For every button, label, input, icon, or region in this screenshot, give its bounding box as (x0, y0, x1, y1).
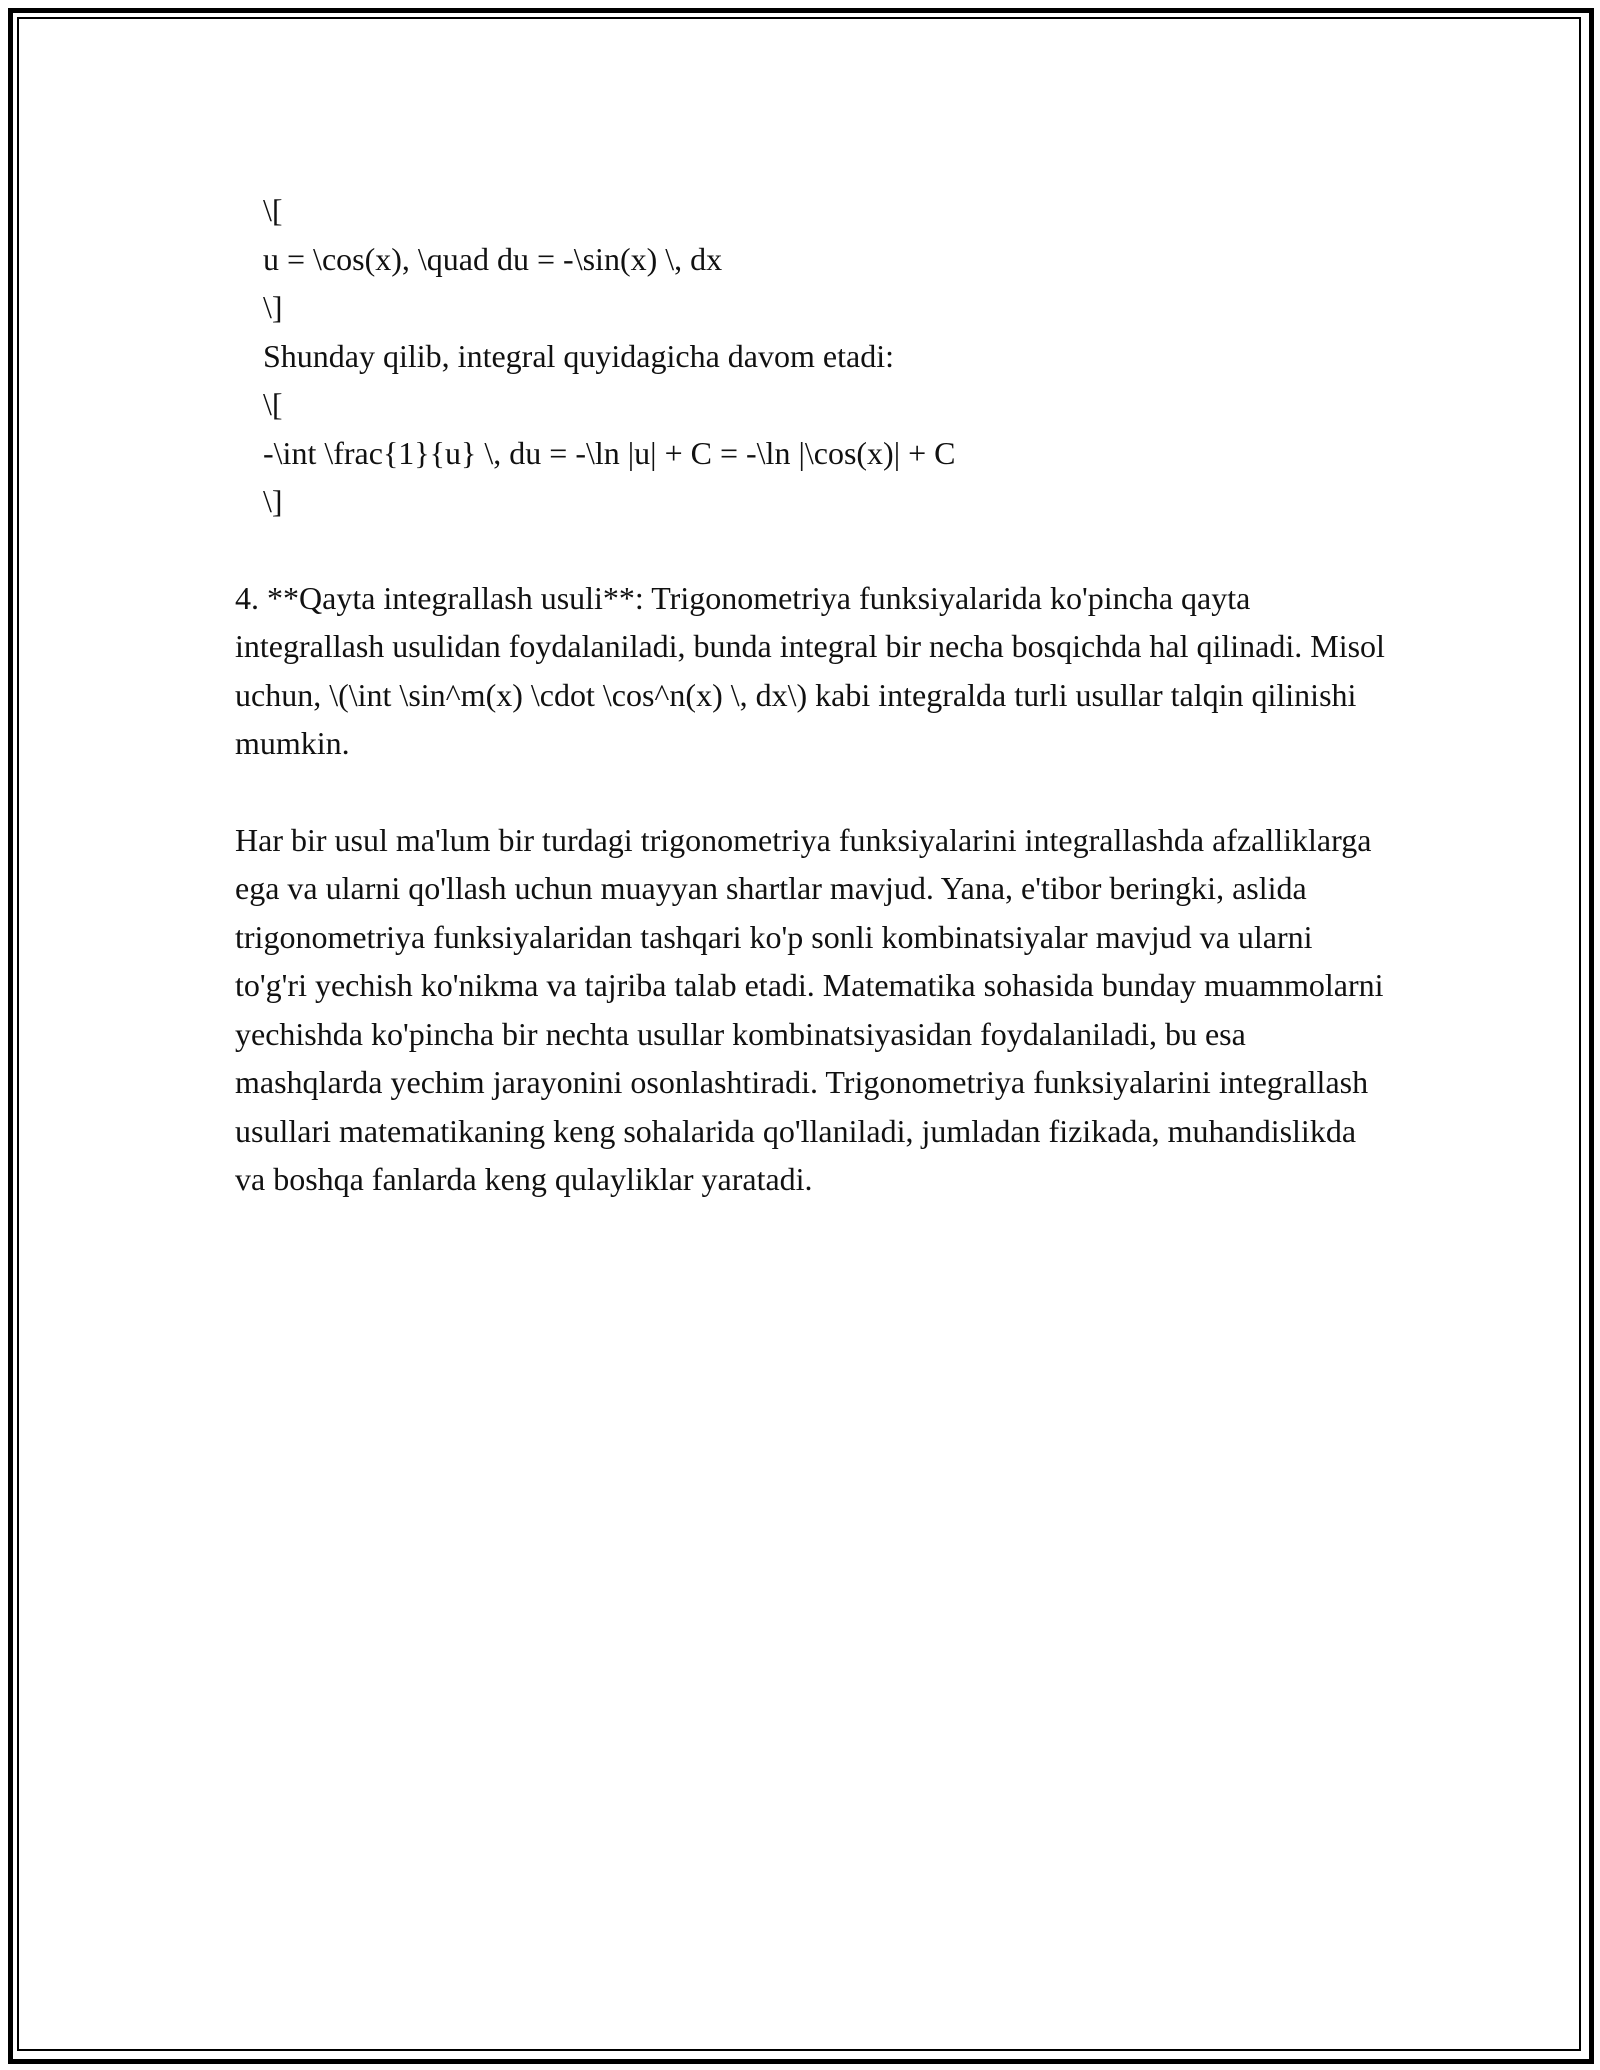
formula-close-bracket: \] (263, 483, 283, 519)
formula-integral-result: -\int \frac{1}{u} \, du = -\ln |u| + C = -\ln |\cos(x)| + C (263, 434, 956, 471)
formula-open-bracket: \[ (263, 192, 283, 228)
formula-intro-text: Shunday qilib, integral quyidagicha davom etadi: (263, 337, 894, 374)
paragraph-conclusion: Har bir usul ma'lum bir turdagi trigonometriya funksiyalarini integrallashda afzalliklarga ega va ularni qo'llash uchun muayyan shartlar mavjud. Yana, e'tibor beringki, aslida trigonometriya funksiyalaridan tashqari ko'p sonli kombinatsiyalar mavjud va ularni to'g'ri yechish ko'nikma va tajriba talab etadi. Matematika sohasida bunday muammolarni yechishda ko'pincha bir nechta usullar kombinatsiyasidan foydalaniladi, bu esa mashqlarda yechim jarayonini osonlashtiradi. Trigonometriya funksiyalarini integrallash usullari matematikaning keng sohalarida qo'llaniladi, jumladan fizikada, muhandislikda va boshqa fanlarda keng qulayliklar yaratadi. (235, 821, 1384, 1197)
formula-substitution: u = \cos(x), \quad du = -\sin(x) \, dx (263, 240, 723, 277)
formula-open-bracket: \[ (263, 386, 283, 422)
formula-block (235, 186, 1385, 526)
paragraph-gap (235, 526, 1385, 574)
paragraph-method-4: 4. **Qayta integrallash usuli**: Trigonometriya funksiyalarida ko'pincha qayta integrallash usulidan foydalaniladi, bunda integral bir necha bosqichda hal qilinadi. Misol uchun, \(\int \sin^m(x) \cdot \cos^n(x) \, dx\) kabi integralda turli usullar talqin qilinishi mumkin. (235, 579, 1385, 761)
paragraph-gap (235, 768, 1385, 816)
document-body (235, 186, 1385, 1204)
formula-close-bracket: \] (263, 289, 283, 325)
